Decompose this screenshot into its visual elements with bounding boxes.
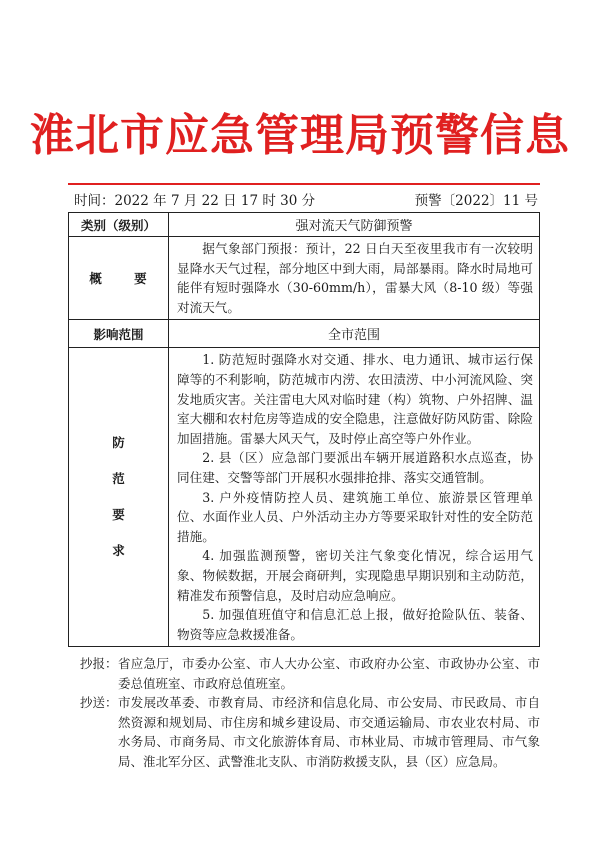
scope-label: 影响范围 — [69, 320, 169, 348]
requirements-cell — [169, 348, 540, 647]
summary-row — [69, 237, 540, 320]
warning-table — [68, 212, 540, 647]
summary-cell — [169, 237, 540, 320]
warning-number: 预警〔2022〕11 号 — [414, 193, 538, 209]
report-to-label: 抄报： — [80, 656, 118, 671]
scope-row — [69, 320, 540, 348]
summary-label: 概 要 — [69, 237, 169, 320]
requirement-item: 3. 户外疫情防控人员、建筑施工单位、旅游景区管理单位、水面作业人员、户外活动主办方等要采取针对性的安全防范措施。 — [177, 489, 533, 544]
copy-to-label: 抄送： — [80, 695, 118, 710]
document-title: 淮北市应急管理局预警信息 — [30, 110, 570, 161]
copy-to-list: 市发展改革委、市教育局、市经济和信息化局、市公安局、市民政局、市自然资源和规划局、市住房和城乡建设局、市交通运输局、市农业农村局、市水务局、市商务局、市文化旅游体育局、市林业局、市城市管理局、市气象局、淮北军分区、武警淮北支队、市消防救援支队，县（区）应急局。 — [118, 695, 540, 769]
requirement-item: 1. 防范短时强降水对交通、排水、电力通讯、城市运行保障等的不利影响，防范城市内涝、农田渍涝、中小河流风险、突发地质灾害。关注雷电大风对临时建（构）筑物、户外招牌、温室大棚和农村危房等造成的安全隐患，注意做好防风防雷、除险加固措施。雷暴大风天气，及时停止高空等户外作业。 — [177, 352, 533, 446]
category-value: 强对流天气防御预警 — [169, 213, 540, 237]
issue-time: 时间：2022 年 7 月 22 日 17 时 30 分 — [74, 193, 316, 209]
requirement-item: 5. 加强值班值守和信息汇总上报，做好抢险队伍、装备、物资等应急救援准备。 — [177, 607, 533, 642]
requirement-item: 4. 加强监测预警，密切关注气象变化情况，综合运用气象、物候数据，开展会商研判，实现隐患早期识别和主动防范，精准发布预警信息，及时启动应急响应。 — [177, 548, 533, 603]
copy-to-block — [80, 693, 540, 771]
requirement-item: 2. 县（区）应急部门要派出车辆开展道路积水点巡查，协同住建、交警等部门开展积水强排抢排、落实交通管制。 — [177, 450, 533, 485]
report-to-list: 省应急厅，市委办公室、市人大办公室、市政府办公室、市政协办公室、市委总值班室、市政府总值班室。 — [118, 656, 540, 691]
category-label: 类别（级别） — [69, 213, 169, 237]
requirements-label — [69, 348, 169, 647]
requirements-row — [69, 348, 540, 647]
category-row — [69, 213, 540, 237]
requirements-label-line1: 防 范 — [112, 435, 143, 487]
report-to-block — [80, 654, 540, 693]
requirements-label-line2: 要 求 — [112, 507, 143, 559]
red-divider — [68, 183, 540, 185]
summary-text: 据气象部门预报：预计，22 日白天至夜里我市有一次较明显降水天气过程，部分地区中到大雨，局部暴雨。降水时局地可能伴有短时强降水（30-60mm/h），雷暴大风（8-10 级）等强对流天气。 — [177, 241, 533, 315]
scope-value: 全市范围 — [169, 320, 540, 348]
